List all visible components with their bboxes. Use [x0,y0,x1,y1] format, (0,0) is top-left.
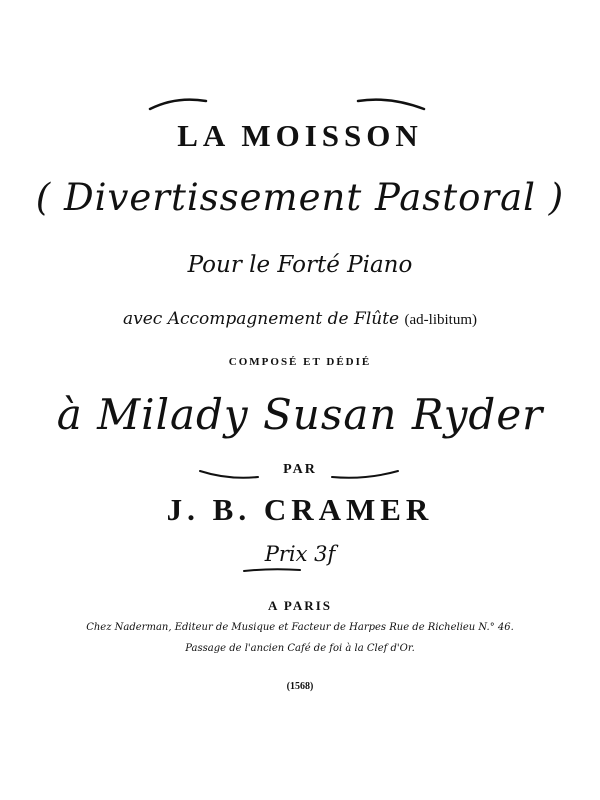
publisher-line: Chez Naderman, Editeur de Musique et Facteur de Harpes Rue de Richelieu N.° 46. [86,622,514,633]
price-underline [242,566,302,574]
work-subtitle: ( Divertissement Pastoral ) [35,176,565,219]
work-title: LA MOISSON [177,118,423,153]
address-line: Passage de l'ancien Café de foi à la Clef d'Or. [185,643,415,654]
title-flourish-right [356,96,426,112]
composer-name: J. B. CRAMER [166,492,434,527]
accompaniment-line [0,309,600,329]
plate-number: (1568) [286,681,314,692]
composer-flourish-right [330,468,400,480]
instrument-line: Pour le Forté Piano [187,252,413,278]
price-line: Prix 3f [264,542,336,566]
ad-libitum-text: (ad-libitum) [404,312,477,328]
city-line: A PARIS [268,598,332,613]
title-flourish-left [148,96,208,112]
by-line: PAR [283,462,317,477]
dedicatee-line: à Milady Susan Ryder [56,390,544,439]
accompaniment-text: avec Accompagnement de Flûte [123,309,400,329]
dedication-line: COMPOSÉ ET DÉDIÉ [228,356,372,368]
composer-flourish-left [198,468,260,480]
